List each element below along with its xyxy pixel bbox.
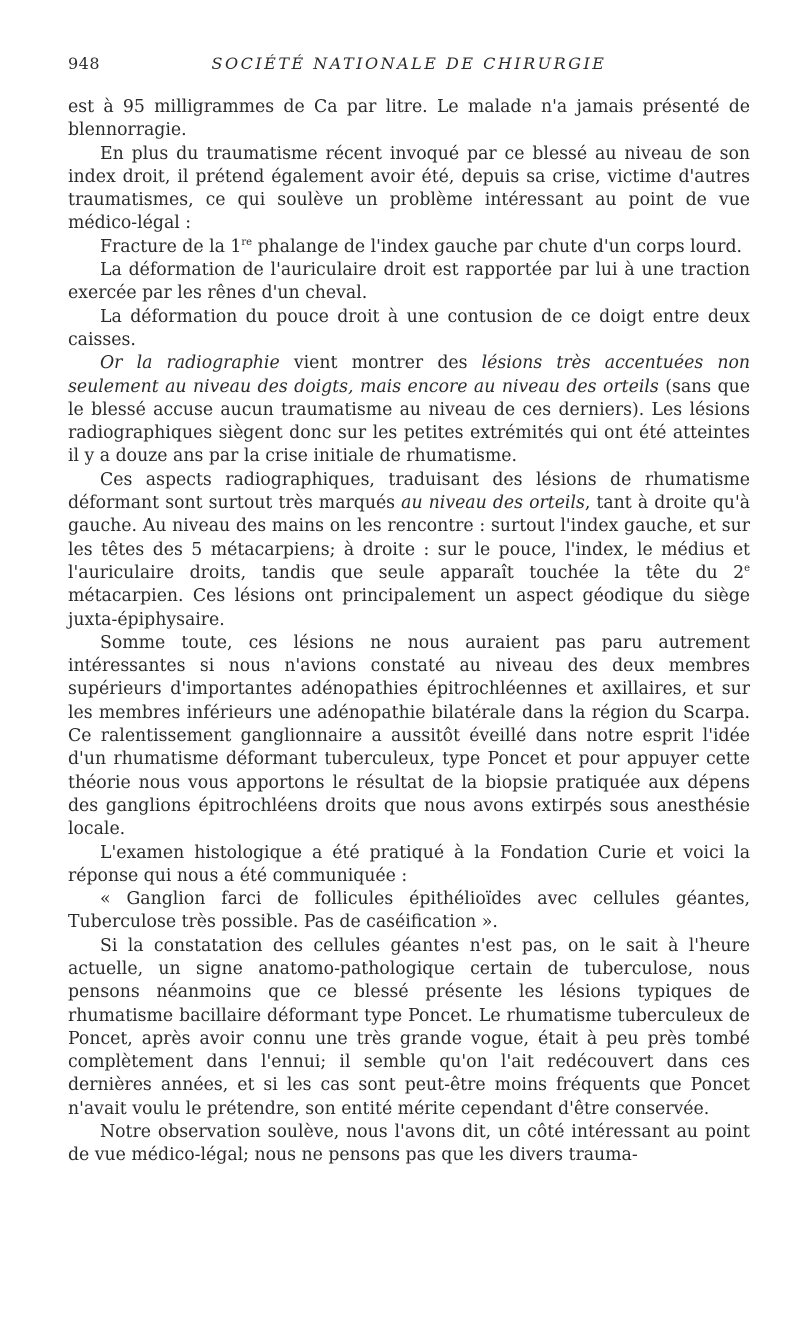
text-run: , tant à droite qu'à gauche. Au niveau des mains on les rencontre : surtout l'index gauche, et sur les têtes des 5 métacarpiens; à droite : sur le pouce, l'index, le médius et l'auriculaire droits, tandis que seule apparaît touchée la tête du 2 bbox=[68, 493, 750, 583]
text-run: phalange de l'index gauche par chute d'un corps lourd. bbox=[252, 236, 743, 257]
body-text bbox=[68, 96, 750, 1168]
quoted-report: « Ganglion farci de follicules épithélioïdes avec cellules géantes, Tuberculose très possible. Pas de caséification ». bbox=[68, 889, 750, 933]
paragraph: Somme toute, ces lésions ne nous auraient pas paru autrement intéressantes si nous n'avions constaté au niveau des deux membres supérieurs d'importantes adénopathies épitrochléennes et axillaires, et sur les membres inférieurs une adénopathie bilatérale dans la région du Scarpa. Ce ralentissement ganglionnaire a aussitôt éveillé dans notre esprit l'idée d'un rhumatisme déformant tuberculeux, type Poncet et pour appuyer cette théorie nous vous apportons le résultat de la biopsie pratiquée aux dépens des ganglions épitrochléens droits que nous avons extirpés sous anesthésie locale. bbox=[68, 632, 750, 840]
paragraph: L'examen histologique a été pratiqué à la Fondation Curie et voici la réponse qui nous a été communiquée : bbox=[68, 842, 750, 886]
text-run: (sans que le blessé accuse aucun traumatisme au niveau de ces derniers). Les lésions radiographiques siègent donc sur les petites extrémités qui ont été atteintes il y a douze ans par la crise initiale de rhumatisme. bbox=[68, 376, 750, 467]
italic-run: Or la radiographie bbox=[100, 353, 280, 374]
paragraph: La déformation du pouce droit à une contusion de ce doigt entre deux caisses. bbox=[68, 306, 750, 350]
superscript: e bbox=[744, 562, 750, 574]
italic-run: lésions très accentuées non seulement au niveau des doigts, mais encore au niveau des orteils bbox=[68, 353, 751, 397]
running-title: SOCIÉTÉ NATIONALE DE CHIRURGIE bbox=[211, 54, 607, 73]
text-run: métacarpien. Ces lésions ont principalement un aspect géodique du siège juxta-épiphysaire. bbox=[68, 586, 750, 630]
paragraph: En plus du traumatisme récent invoqué par ce blessé au niveau de son index droit, il prétend également avoir été, depuis sa crise, victime d'autres traumatismes, ce qui soulève un problème intéressant au point de vue médico-légal : bbox=[68, 143, 750, 234]
paragraph: Si la constatation des cellules géantes n'est pas, on le sait à l'heure actuelle, un signe anatomo-pathologique certain de tuberculose, nous pensons néanmoins que ce blessé présente les lésions typiques de rhumatisme bacillaire déformant type Poncet. Le rhumatisme tuberculeux de Poncet, après avoir connu une très grande vogue, était à peu près tombé complètement dans l'ennui; il semble qu'on l'ait redécouvert dans ces dernières années, et si les cas sont peut-être moins fréquents que Poncet n'avait voulu le prétendre, son entité mérite cependant d'être conservée. bbox=[68, 935, 750, 1119]
page-number: 948 bbox=[68, 54, 101, 73]
text-run: Ces aspects radiographiques, traduisant des lésions de rhumatisme déformant sont surtout très marqués bbox=[68, 469, 750, 514]
text-run: vient montrer des bbox=[279, 353, 482, 374]
paragraph bbox=[68, 236, 750, 259]
paragraph bbox=[68, 352, 750, 468]
italic-run: au niveau des orteils bbox=[401, 493, 585, 514]
superscript: re bbox=[241, 236, 253, 248]
paragraph bbox=[68, 469, 750, 632]
paragraph: Notre observation soulève, nous l'avons dit, un côté intéressant au point de vue médico-légal; nous ne pensons pas que les divers trauma- bbox=[68, 1122, 750, 1166]
paragraph: La déformation de l'auriculaire droit est rapportée par lui à une traction exercée par les rênes d'un cheval. bbox=[68, 260, 750, 304]
paragraph: est à 95 milligrammes de Ca par litre. Le malade n'a jamais présenté de blennorragie. bbox=[68, 97, 750, 141]
page-header bbox=[68, 54, 750, 78]
text-run: Fracture de la 1 bbox=[100, 236, 242, 257]
